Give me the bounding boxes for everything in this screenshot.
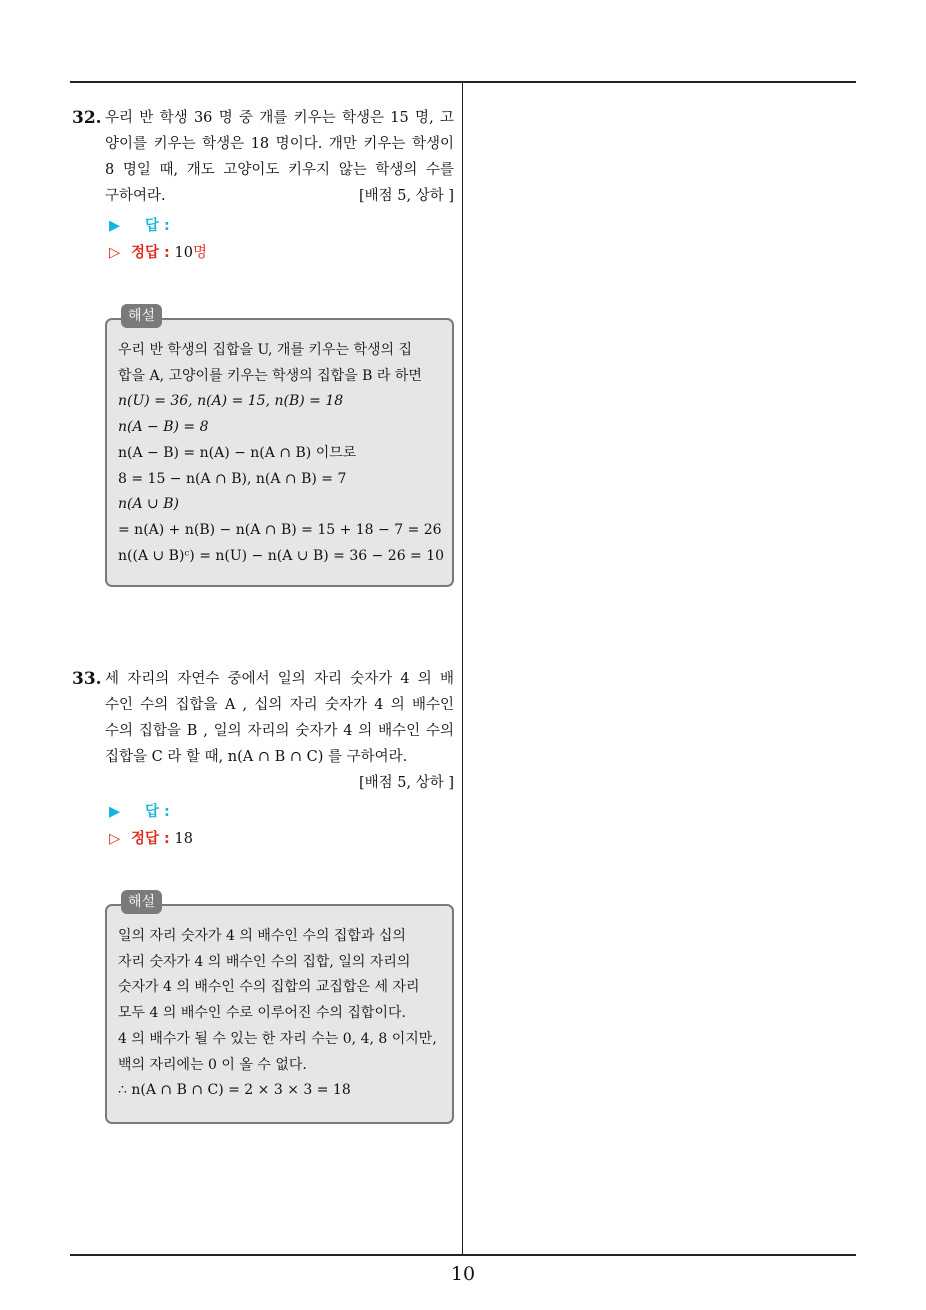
correct-answer-unit: 명: [192, 245, 207, 261]
correct-answer-row: [109, 240, 207, 266]
problem-text: [105, 666, 454, 796]
solution-text: [118, 338, 444, 569]
solution-line: n(U) = 36, n(A) = 15, n(B) = 18: [118, 393, 344, 410]
solution-line: 모두 4 의 배수인 수로 이루어진 수의 집합이다.: [118, 1005, 406, 1022]
score-tag: [배점 5, 상하 ]: [358, 775, 454, 791]
problem-text: [105, 105, 454, 209]
solution-tab: 해설: [121, 304, 162, 328]
correct-answer-row: [109, 826, 193, 852]
solution-line: 8 = 15 − n(A ∩ B), n(A ∩ B) = 7: [118, 470, 347, 487]
problem-number: 33.: [72, 669, 102, 689]
solution-box: [105, 894, 454, 1124]
solution-line: n(A − B) = n(A) − n(A ∩ B) 이므로: [118, 444, 357, 461]
problem-line: 세 자리의 자연수 중에서 일의 자리 숫자가 4 의 배: [105, 671, 454, 687]
correct-answer-value: 10: [174, 245, 193, 261]
score-tag: [배점 5, 상하 ]: [358, 188, 454, 204]
problem-line: 수인 수의 집합을 A , 십의 자리 숫자가 4 의 배수인: [105, 697, 454, 713]
solution-line: 합을 A, 고양이를 키우는 학생의 집합을 B 라 하면: [118, 367, 422, 384]
problem-line: 우리 반 학생 36 명 중 개를 키우는 학생은 15 명, 고: [105, 110, 454, 126]
answer-label: 답 :: [145, 218, 170, 234]
answer-label: 답 :: [145, 804, 170, 820]
page-number: 10: [450, 1263, 476, 1285]
answer-row: [109, 799, 170, 825]
solution-line: 숫자가 4 의 배수인 수의 집합의 교집합은 세 자리: [118, 979, 420, 996]
problem-line: 양이를 키우는 학생은 18 명이다. 개만 키우는 학생이: [105, 136, 454, 152]
problem-number: 32.: [72, 108, 102, 128]
solution-line: n(A ∪ B): [118, 496, 179, 513]
correct-answer-label: 정답 :: [131, 245, 170, 261]
play-triangle-icon: ▶: [109, 804, 121, 820]
problem-line: 구하여라. [배점 5, 상하 ]: [105, 183, 454, 209]
solution-box: [105, 308, 454, 587]
play-triangle-icon: ▶: [109, 218, 121, 234]
solution-tab: 해설: [121, 890, 162, 914]
solution-line: 자리 숫자가 4 의 배수인 수의 집합, 일의 자리의: [118, 953, 411, 970]
solution-line: = n(A) + n(B) − n(A ∩ B) = 15 + 18 − 7 = 26: [118, 521, 442, 538]
solution-line: 4 의 배수가 될 수 있는 한 자리 수는 0, 4, 8 이지만,: [118, 1030, 437, 1047]
solution-line: 일의 자리 숫자가 4 의 배수인 수의 집합과 십의: [118, 928, 406, 944]
correct-answer-value: 18: [174, 831, 193, 847]
answer-row: [109, 213, 170, 239]
solution-text: [118, 924, 444, 1104]
problem-line: 수의 집합을 B , 일의 자리의 숫자가 4 의 배수인 수의: [105, 723, 454, 739]
outline-triangle-icon: ▷: [109, 245, 121, 261]
bottom-rule: [70, 1254, 856, 1256]
column-divider: [462, 82, 463, 1255]
correct-answer-label: 정답 :: [131, 831, 170, 847]
solution-line: n((A ∪ B)ᶜ) = n(U) − n(A ∪ B) = 36 − 26 = 10: [118, 547, 445, 564]
solution-line: n(A − B) = 8: [118, 419, 209, 436]
solution-line: 백의 자리에는 0 이 올 수 없다.: [118, 1056, 307, 1073]
problem-line: 집합을 C 라 할 때, n(A ∩ B ∩ C) 를 구하여라.: [105, 749, 408, 765]
top-rule: [70, 81, 856, 83]
problem-line: 8 명일 때, 개도 고양이도 키우지 않는 학생의 수를: [105, 162, 454, 178]
solution-line: ∴ n(A ∩ B ∩ C) = 2 × 3 × 3 = 18: [118, 1082, 351, 1099]
solution-line: 우리 반 학생의 집합을 U, 개를 키우는 학생의 집: [118, 342, 412, 358]
outline-triangle-icon: ▷: [109, 831, 121, 847]
